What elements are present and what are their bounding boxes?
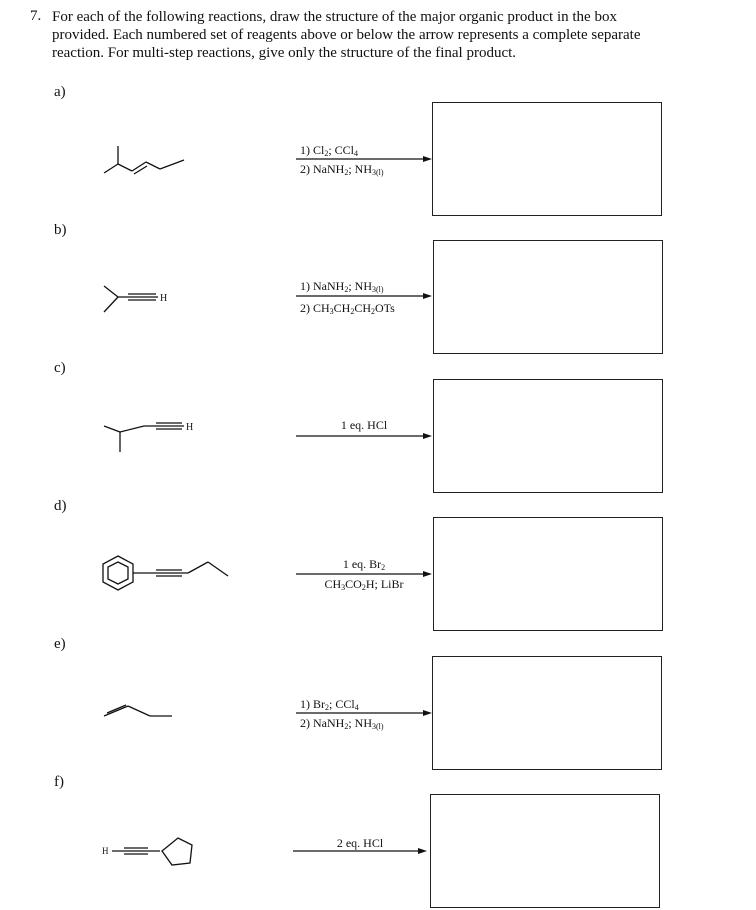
reagent-a-step2 [300, 162, 384, 177]
question-line-1: For each of the following reactions, draw the structure of the major organic product in the box [52, 9, 617, 25]
reagent-a-step2-nh: ; NH [348, 162, 372, 176]
structure-d-phenyl-alkyne [98, 552, 238, 594]
reagent-e-step1-num: 1) [300, 697, 310, 711]
arrow-e [296, 708, 436, 718]
reagent-d-br-sub: 2 [381, 563, 386, 572]
reagent-e-step2-sub2: 3(l) [372, 722, 384, 731]
part-a-label: a) [54, 84, 66, 100]
structure-b-h: H [160, 293, 168, 304]
structure-a-alkene [96, 140, 196, 180]
reagent-f: 2 eq. HCl [336, 836, 384, 850]
reagent-e-step1-ccl: ; CCl [329, 697, 355, 711]
reagent-e-step1-sub2: 4 [354, 703, 359, 712]
reagent-d-sub2: 2 [361, 583, 366, 592]
reagent-a-step2-nanh: NaNH [313, 162, 345, 176]
reagent-b-step2-sub2: 2 [350, 307, 355, 316]
reagent-b-step1-nanh: NaNH [313, 279, 345, 293]
answer-box-e[interactable] [432, 656, 662, 770]
answer-box-b[interactable] [433, 240, 663, 354]
reagent-a-step1-sub2: 4 [354, 149, 359, 158]
reagent-a-step1-ccl: ; CCl [328, 143, 355, 157]
reagent-b-step1-num: 1) [300, 279, 310, 293]
reagent-b-step2-ch-b: CH [333, 301, 351, 315]
question-line-3: reaction. For multi-step reactions, give only the structure of the final product. [52, 45, 517, 61]
reagent-a-step2-sub1: 2 [344, 168, 349, 177]
structure-f-h: H [102, 846, 109, 856]
reagent-b-step1-sub2: 3(l) [372, 285, 384, 294]
part-f-label: f) [54, 774, 64, 790]
answer-box-c[interactable] [433, 379, 663, 493]
answer-box-a[interactable] [432, 102, 662, 216]
reagent-c: 1 eq. HCl [340, 418, 388, 432]
structure-c-alkyne [100, 416, 200, 456]
arrow-d [296, 569, 436, 579]
arrow-b [296, 291, 436, 301]
reagent-d-sub1: 3 [341, 583, 346, 592]
reagent-b-step2-ch-c: CH [354, 301, 372, 315]
structure-e-alkene [98, 698, 188, 724]
reagent-b-step2 [300, 301, 395, 316]
part-c-label: c) [54, 360, 66, 376]
arrow-a [296, 154, 436, 164]
reagent-e-step2-num: 2) [300, 716, 310, 730]
reagent-a-step2-sub2: 3(l) [372, 168, 384, 177]
answer-box-f[interactable] [430, 794, 660, 908]
reagent-b-step2-sub3: 2 [371, 307, 376, 316]
reagent-b-step2-sub1: 3 [329, 307, 334, 316]
reagent-b-step2-ch-a: CH [313, 301, 330, 315]
arrow-f [293, 846, 433, 856]
part-b-label: b) [54, 222, 67, 238]
answer-box-d[interactable] [433, 517, 663, 631]
question-text [52, 8, 742, 62]
reagent-e-step1-br: Br [313, 697, 325, 711]
structure-b-alkyne [98, 282, 188, 318]
reagent-e-step2-nh: ; NH [348, 716, 372, 730]
question-number: 7. [30, 8, 42, 24]
structure-f-cyclopentyl-alkyne [100, 832, 200, 872]
reagent-d-libr: H; LiBr [365, 577, 404, 591]
reagent-e-step2-nanh: NaNH [313, 716, 345, 730]
reagent-d-below [296, 577, 432, 592]
reagent-a-step1-num: 1) [300, 143, 310, 157]
reagent-d-br: 1 eq. Br [342, 557, 382, 571]
question-line-2: provided. Each numbered set of reagents above or below the arrow represents a complete separate [52, 27, 641, 43]
reagent-d-ch: CH [324, 577, 342, 591]
reagent-e-step2-sub1: 2 [344, 722, 349, 731]
reagent-b-step2-ots: OTs [375, 301, 395, 315]
part-e-label: e) [54, 636, 66, 652]
part-d-label: d) [54, 498, 67, 514]
reagent-d-co: CO [345, 577, 362, 591]
structure-c-h: H [186, 422, 194, 433]
reagent-e-step1-sub1: 2 [325, 703, 329, 712]
reagent-b-step2-num: 2) [300, 301, 310, 315]
reagent-a-step2-num: 2) [300, 162, 310, 176]
reagent-b-step1-sub1: 2 [344, 285, 349, 294]
arrow-c [296, 431, 436, 441]
reagent-a-step1-sub1: 2 [324, 149, 329, 158]
reagent-b-step1-nh: ; NH [348, 279, 372, 293]
reagent-a-step1-cl: Cl [313, 143, 325, 157]
reagent-e-step2 [300, 716, 384, 731]
